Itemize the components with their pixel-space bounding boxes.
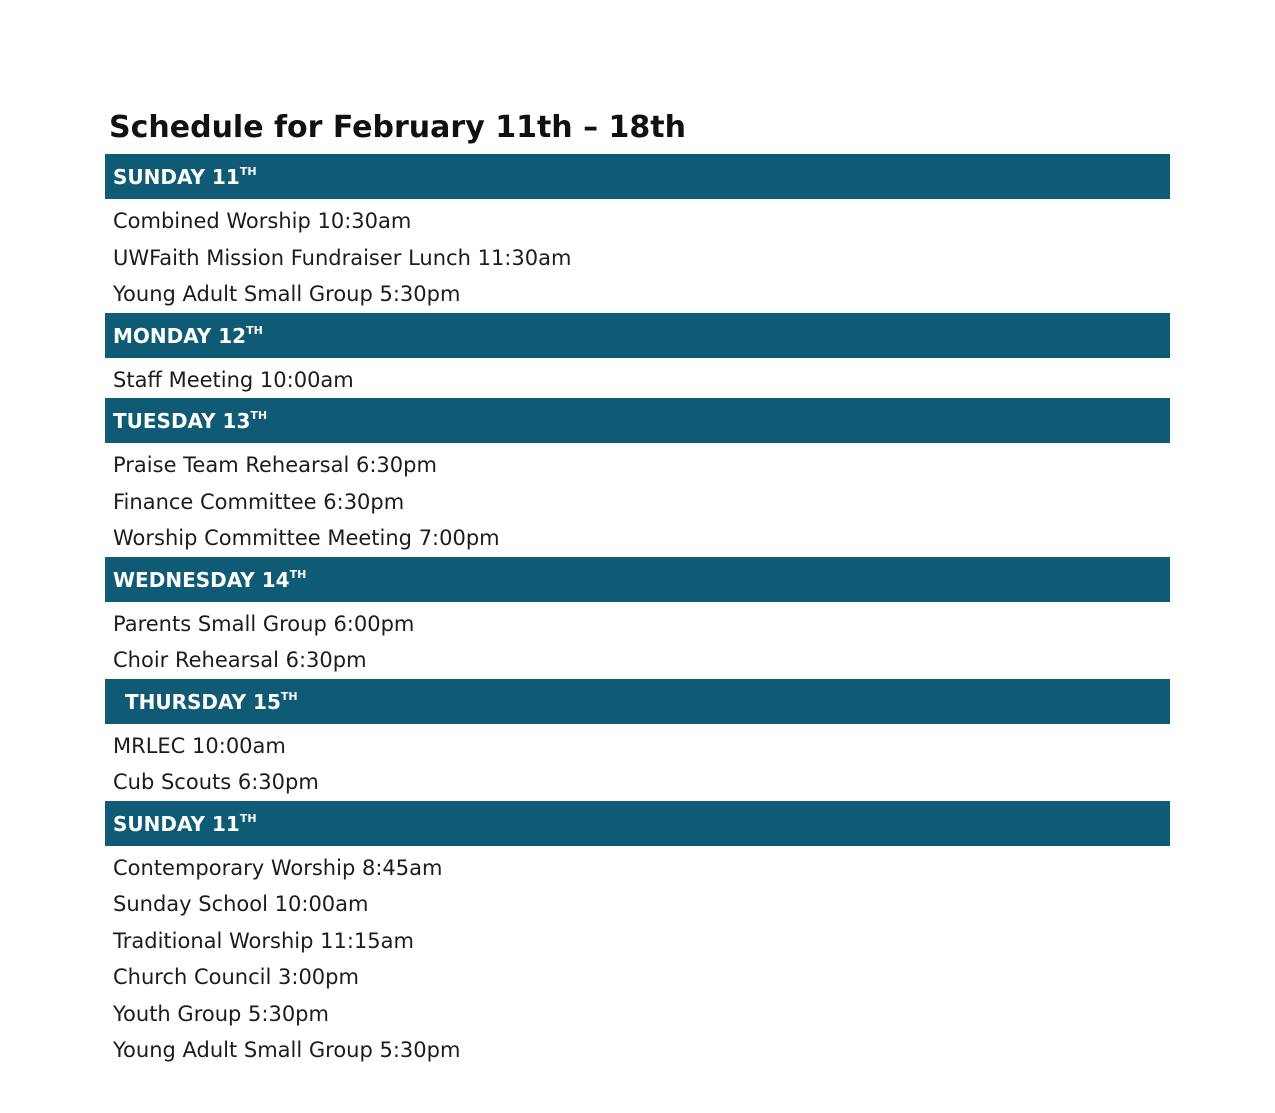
day-ordinal-suffix: TH <box>246 323 263 337</box>
schedule-page <box>105 104 1170 1069</box>
event-item: Staff Meeting 10:00am <box>113 367 354 392</box>
day-section-thursday <box>105 679 1170 801</box>
event-list <box>105 443 1170 557</box>
event-item: Praise Team Rehearsal 6:30pm <box>113 453 437 477</box>
day-header <box>105 679 1170 724</box>
day-section-tuesday <box>105 398 1170 557</box>
day-section-sunday <box>105 154 1170 313</box>
day-header <box>105 313 1170 358</box>
day-label: WEDNESDAY 14 <box>113 567 290 592</box>
event-item: Combined Worship 10:30am <box>113 209 412 233</box>
day-label: THURSDAY 15 <box>125 689 281 714</box>
day-label: TUESDAY 13 <box>113 409 251 433</box>
event-item: Cub Scouts 6:30pm <box>113 770 319 794</box>
day-section-sunday-2 <box>105 801 1170 1069</box>
day-label: SUNDAY 11 <box>113 811 240 836</box>
day-header <box>105 801 1170 846</box>
event-item: Worship Committee Meeting 7:00pm <box>113 526 500 550</box>
event-list <box>105 358 1170 399</box>
day-ordinal-suffix: TH <box>239 165 257 178</box>
event-item: Contemporary Worship 8:45am <box>113 855 443 880</box>
day-header <box>105 557 1170 602</box>
event-list <box>105 724 1170 801</box>
event-item: Traditional Worship 11:15am <box>113 928 414 953</box>
day-ordinal-suffix: TH <box>250 409 268 422</box>
day-header <box>105 398 1170 443</box>
day-label: SUNDAY 11 <box>113 165 240 189</box>
day-ordinal-suffix: TH <box>289 567 307 581</box>
event-item: Finance Committee 6:30pm <box>113 489 405 514</box>
event-item: Parents Small Group 6:00pm <box>113 611 415 636</box>
event-item: Young Adult Small Group 5:30pm <box>113 282 461 306</box>
page-title: Schedule for February 11th – 18th <box>109 110 686 145</box>
day-ordinal-suffix: TH <box>239 811 257 825</box>
event-item: Church Council 3:00pm <box>113 965 359 989</box>
day-section-wednesday <box>105 557 1170 679</box>
event-item: Youth Group 5:30pm <box>113 1001 329 1026</box>
event-list <box>105 602 1170 679</box>
event-item: UWFaith Mission Fundraiser Lunch 11:30am <box>113 245 572 270</box>
event-item: Sunday School 10:00am <box>113 892 369 916</box>
day-section-monday <box>105 313 1170 399</box>
day-label: MONDAY 12 <box>113 323 247 348</box>
day-ordinal-suffix: TH <box>280 689 298 703</box>
event-list <box>105 846 1170 1069</box>
event-list <box>105 199 1170 313</box>
event-item: MRLEC 10:00am <box>113 733 286 758</box>
event-item: Young Adult Small Group 5:30pm <box>113 1038 461 1062</box>
event-item: Choir Rehearsal 6:30pm <box>113 648 367 672</box>
day-header <box>105 154 1170 199</box>
